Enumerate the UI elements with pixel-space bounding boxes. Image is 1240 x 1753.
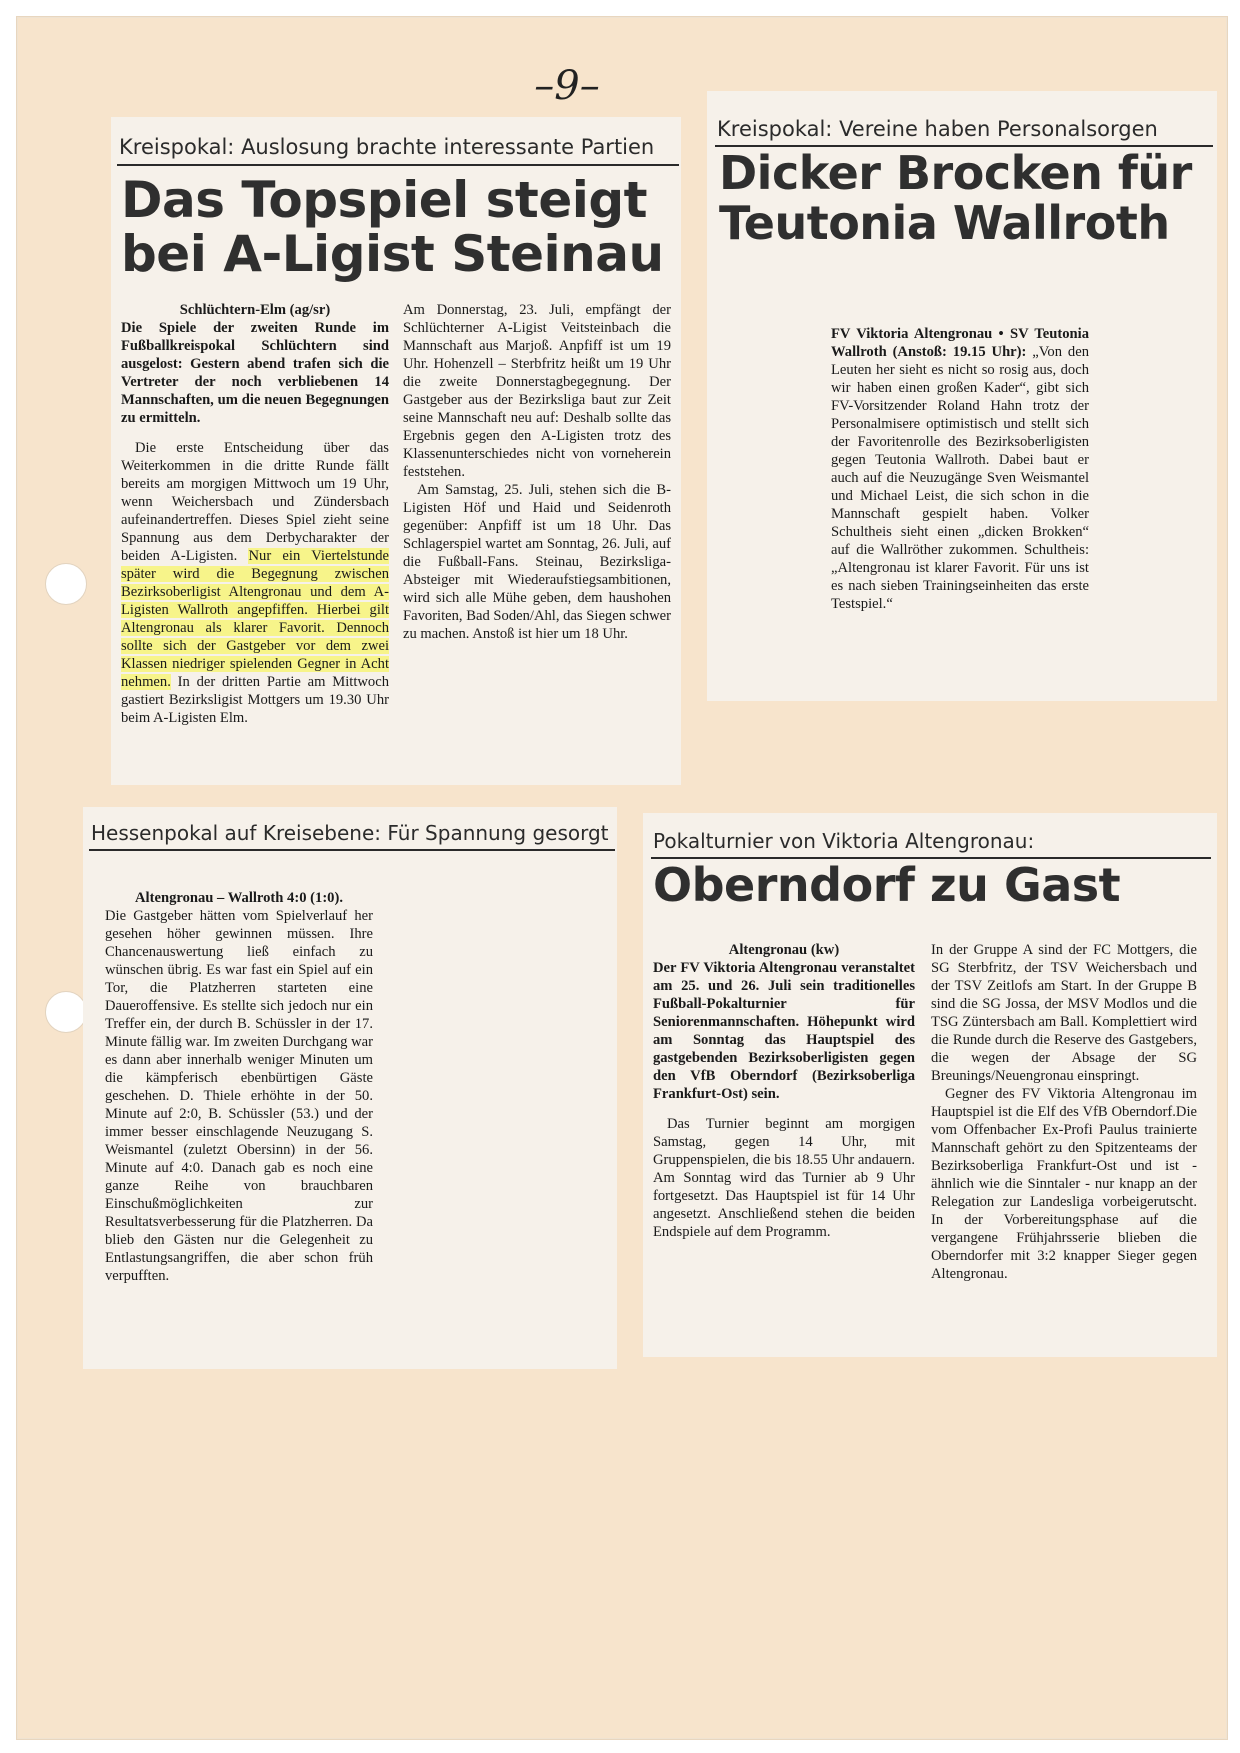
highlighted-text: Nur ein Viertelstunde später wird die Begegnung zwischen Bezirksoberligist Altengronau und dem A-Ligisten Wallroth angepfiffen. Hierbei gilt Altengronau als klarer Favorit. Dennoch sollte sich der Gastgeber vor dem zwei Klassen niedriger spielenden Gegner in Acht nehmen. bbox=[121, 548, 389, 690]
article-lead: Die Spiele der zweiten Runde im Fußballkreispokal Schlüchtern sind ausgelost: Gestern abend trafen sich die Vertreter der noch verbliebenen 14 Mannschaften, um die neuen Begegnungen zu ermitteln. bbox=[121, 320, 389, 426]
paragraph-text: „Von den Leuten her sieht es nicht so rosig aus, doch wir haben einen großen Kader“, gibt sich FV-Vorsitzender Roland Hahn trotz der Personalmisere optimistisch und stellt sich der Favoritenrolle des Bezirksoberligisten gegen Teutonia Wallroth. Dabei baut er auch auf die Neuzugänge Sven Weismantel und Michael Leist, die sich schon in die Mannschaft gespielt haben. Volker Schultheis sieht einen „dicken Brokken“ auf die Wallröther zukommen. Schultheis: „Altengronau ist klarer Favorit. Für uns ist es nach sieben Trainingseinheiten das erste Testspiel.“ bbox=[831, 344, 1089, 612]
article-result: Altengronau – Wallroth 4:0 (1:0). bbox=[135, 890, 343, 906]
article-paragraph: Am Samstag, 25. Juli, stehen sich die B-Ligisten Höf und Haid und Seidenroth gegenüber: Anpfiff ist um 18 Uhr. Das Schlagerspiel wartet am Sonntag, 26. Juli, auf die Fußball-Fans. Steinau, Bezirksliga-Absteiger mit Wiederaufstiegsambitionen, wird sich alle Mühe geben, dem haushohen Favoriten, Bad Soden/Ahl, das Siegen schwer zu machen. Anstoß ist hier um 18 Uhr. bbox=[403, 482, 671, 642]
article-dateline: Schlüchtern-Elm (ag/sr) bbox=[179, 302, 331, 318]
article-paragraph: Die Gastgeber hätten vom Spielverlauf her gesehen höher gewinnen müssen. Ihre Chancenauswertung ließ einfach zu wünschen übrig. Es war fast ein Spiel auf ein Tor, die Platzherren starteten eine Daueroffensive. Es stellte sich jedoch nur ein Treffer ein, der durch B. Schüssler in der 17. Minute fällig war. Im zweiten Durchgang war es dann aber innerhalb weniger Minuten um die kämpferisch ebenbürtigen Gäste geschehen. D. Thiele erhöhte in der 50. Minute auf 2:0, B. Schüssler (53.) und der immer besser einschlagende Neuzugang S. Weismantel (zuletzt Obersinn) in der 56. Minute auf 4:0. Danach gab es noch eine ganze Reihe von brauchbaren Einschußmöglichkeiten zur Resultatsverbesserung für die Platzherren. Da blieb den Gästen nur die Gelegenheit zu Entlastungsangriffen, die aber schon früh verpufften. bbox=[105, 908, 373, 1284]
article-column-2 bbox=[931, 941, 1197, 1283]
article-lead: FV Viktoria Altengronau • SV Teutonia Wallroth (Anstoß: 19.15 Uhr): bbox=[831, 326, 1089, 360]
headline-line-1: Dicker Brocken für bbox=[719, 146, 1192, 200]
scanned-page bbox=[16, 16, 1228, 1740]
punch-hole-top bbox=[45, 563, 87, 605]
article-column bbox=[105, 889, 373, 1285]
article-dicker-brocken bbox=[707, 91, 1217, 701]
article-topspiel bbox=[111, 117, 681, 785]
kicker-rule bbox=[89, 849, 615, 851]
article-lead: Der FV Viktoria Altengronau veranstaltet am 25. und 26. Juli sein traditionelles Fußball-Pokalturnier für Seniorenmannschaften. Höhepunkt wird am Sonntag das Hauptspiel des gastgebenden Bezirksoberligisten gegen den VfB Oberndorf (Bezirksoberliga Frankfurt-Ost) sein. bbox=[653, 960, 915, 1102]
article-column-1 bbox=[653, 941, 915, 1241]
article-paragraph bbox=[831, 325, 1089, 613]
article-kicker: Kreispokal: Vereine haben Personalsorgen bbox=[717, 117, 1158, 141]
article-paragraph: Am Donnerstag, 23. Juli, empfängt der Schlüchterner A-Ligist Veitsteinbach die Mannschaft aus Marjoß. Anpfiff ist um 19 Uhr. Hohenzell – Sterbfritz heißt um 19 Uhr die zweite Donnerstagbegegnung. Der Gastgeber aus der Bezirksliga baut zur Zeit seine Mannschaft neu auf: Deshalb sollte das Ergebnis gegen den A-Ligisten trotz des Klassenunterschiedes nicht von vorneherein feststehen. bbox=[403, 302, 671, 480]
article-headline: Oberndorf zu Gast bbox=[653, 858, 1121, 912]
paragraph-text: Die erste Entscheidung über das Weiterkommen in die dritte Runde fällt bereits am morgigen Mittwoch um 19 Uhr, wenn Weichersbach und Zündersbach aufeinandertreffen. Dieses Spiel zieht seine Spannung aus dem Derbycharakter der beiden A-Ligisten. bbox=[121, 440, 389, 564]
article-headline bbox=[719, 146, 1192, 250]
article-column-2 bbox=[403, 301, 671, 643]
headline-line-2: bei A-Ligist Steinau bbox=[121, 225, 664, 283]
headline-line-2: Teutonia Wallroth bbox=[719, 195, 1170, 250]
headline-line-1: Das Topspiel steigt bbox=[121, 171, 648, 229]
kicker-rule bbox=[117, 164, 679, 166]
article-dateline: Altengronau (kw) bbox=[728, 942, 840, 958]
article-column bbox=[831, 325, 1089, 613]
article-headline bbox=[121, 173, 664, 281]
article-kicker: Pokalturnier von Viktoria Altengronau: bbox=[653, 829, 1035, 853]
article-paragraph: Gegner des FV Viktoria Altengronau im Hauptspiel ist die Elf des VfB Oberndorf.Die vom Offenbacher Ex-Profi Paulus trainierte Mannschaft gehört zu den Spitzenteams der Bezirksoberliga Frankfurt-Ost und ist - ähnlich wie die Sinntaler - nur knapp an der Relegation zur Landesliga vorbeigerutscht. In der Vorbereitungsphase auf die vergangene Frühjahrsserie blieben die Oberndorfer mit 3:2 knapper Sieger gegen Altengronau. bbox=[931, 1086, 1197, 1282]
article-hessenpokal bbox=[83, 807, 617, 1369]
article-paragraph bbox=[121, 439, 389, 727]
article-paragraph: In der Gruppe A sind der FC Mottgers, die SG Sterbfritz, der TSV Weichersbach und der TSV Zeitlofs am Start. In der Gruppe B sind die SG Jossa, der MSV Modlos und die TSG Züntersbach am Ball. Komplettiert wird die Runde durch die Reserve des Gastgebers, die wegen der Absage der SG Breunings/Neuengronau einspringt. bbox=[931, 942, 1197, 1084]
article-kicker: Hessenpokal auf Kreisebene: Für Spannung gesorgt bbox=[91, 821, 609, 845]
page-number: –9– bbox=[534, 63, 600, 109]
article-column-1 bbox=[121, 301, 389, 727]
article-oberndorf bbox=[643, 813, 1217, 1357]
article-paragraph: Das Turnier beginnt am morgigen Samstag, gegen 14 Uhr, mit Gruppenspielen, die bis 18.55 Uhr andauern. Am Sonntag wird das Turnier ab 9 Uhr fortgesetzt. Das Hauptspiel ist für 14 Uhr angesetzt. Anschließend stehen die beiden Endspiele auf dem Programm. bbox=[653, 1116, 915, 1240]
article-kicker: Kreispokal: Auslosung brachte interessante Partien bbox=[119, 135, 655, 159]
punch-hole-bottom bbox=[45, 991, 87, 1033]
paragraph-text: In der dritten Partie am Mittwoch gastiert Bezirksligist Mottgers um 19.30 Uhr beim A-Ligisten Elm. bbox=[121, 674, 389, 726]
